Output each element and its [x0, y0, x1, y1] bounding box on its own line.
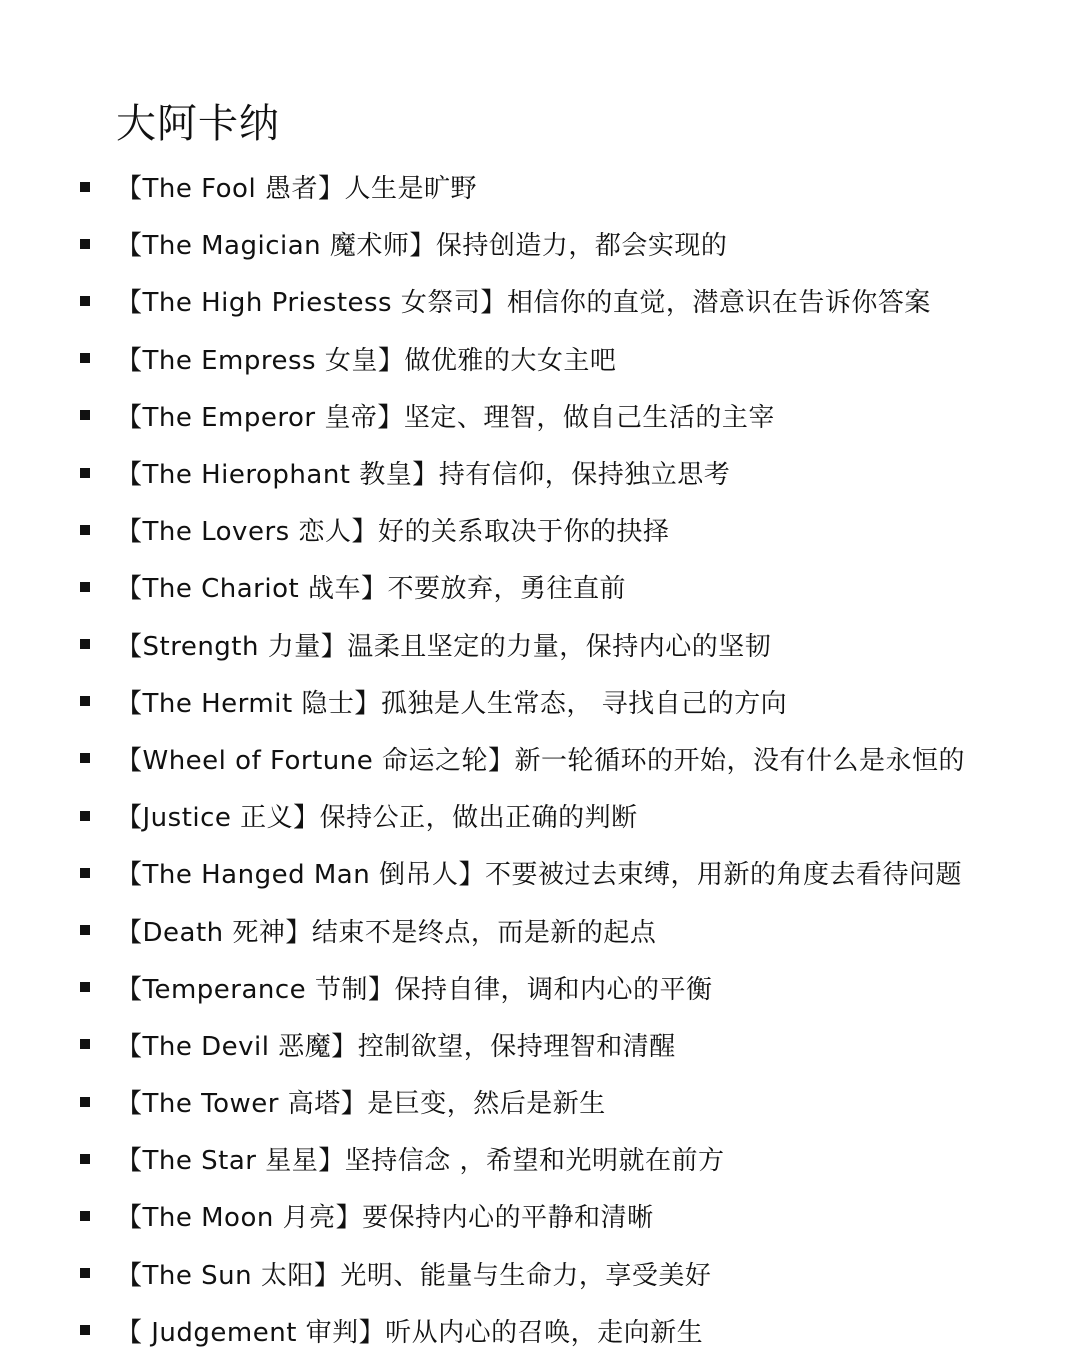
list-item: [80, 1130, 1070, 1187]
list-item: [80, 558, 1070, 615]
list-item: [80, 1016, 1070, 1073]
square-bullet-icon: [80, 868, 90, 878]
list-item: [80, 787, 1070, 844]
square-bullet-icon: [80, 1268, 90, 1278]
square-bullet-icon: [80, 1211, 90, 1221]
card-description: 【The Tower 高塔】是巨变，然后是新生: [116, 1089, 606, 1120]
square-bullet-icon: [80, 353, 90, 363]
card-description: 【The Devil 恶魔】控制欲望，保持理智和清醒: [116, 1031, 676, 1062]
tarot-card-list: [80, 158, 1070, 1359]
card-description: 【Death 死神】结束不是终点，而是新的起点: [116, 917, 657, 948]
card-description: 【The Hermit 隐士】孤独是人生常态， 寻找自己的方向: [116, 688, 788, 719]
square-bullet-icon: [80, 1325, 90, 1335]
square-bullet-icon: [80, 1154, 90, 1164]
list-item: [80, 501, 1070, 558]
square-bullet-icon: [80, 239, 90, 249]
card-description: 【The Fool 愚者】人生是旷野: [116, 174, 477, 205]
list-item: [80, 272, 1070, 329]
list-item: [80, 730, 1070, 787]
page-title: 大阿卡纳: [116, 101, 280, 147]
card-description: 【Wheel of Fortune 命运之轮】新一轮循环的开始，没有什么是永恒的: [116, 745, 966, 776]
card-description: 【The Star 星星】坚持信念 ，希望和光明就在前方: [116, 1146, 725, 1177]
list-item: [80, 959, 1070, 1016]
list-item: [80, 158, 1070, 215]
card-description: 【 Judgement 审判】听从内心的召唤，走向新生: [116, 1317, 704, 1348]
list-item: [80, 387, 1070, 444]
card-description: 【The Empress 女皇】做优雅的大女主吧: [116, 345, 617, 376]
list-item: [80, 1187, 1070, 1244]
square-bullet-icon: [80, 468, 90, 478]
list-item: [80, 1245, 1070, 1302]
list-item: [80, 330, 1070, 387]
card-description: 【The Chariot 战车】不要放弃，勇往直前: [116, 574, 626, 605]
square-bullet-icon: [80, 582, 90, 592]
card-description: 【Temperance 节制】保持自律，调和内心的平衡: [116, 974, 713, 1005]
square-bullet-icon: [80, 811, 90, 821]
card-description: 【Strength 力量】温柔且坚定的力量，保持内心的坚韧: [116, 631, 772, 662]
list-item: [80, 844, 1070, 901]
card-description: 【Justice 正义】保持公正，做出正确的判断: [116, 803, 638, 834]
list-item: [80, 673, 1070, 730]
card-description: 【The Magician 魔术师】保持创造力，都会实现的: [116, 231, 728, 262]
card-description: 【The Hierophant 教皇】持有信仰，保持独立思考: [116, 460, 731, 491]
list-item: [80, 1302, 1070, 1359]
square-bullet-icon: [80, 696, 90, 706]
square-bullet-icon: [80, 1097, 90, 1107]
list-item: [80, 901, 1070, 958]
square-bullet-icon: [80, 982, 90, 992]
card-description: 【The Sun 太阳】光明、能量与生命力，享受美好: [116, 1260, 712, 1291]
card-description: 【The Lovers 恋人】好的关系取决于你的抉择: [116, 517, 670, 548]
list-item: [80, 215, 1070, 272]
square-bullet-icon: [80, 753, 90, 763]
square-bullet-icon: [80, 410, 90, 420]
square-bullet-icon: [80, 525, 90, 535]
square-bullet-icon: [80, 182, 90, 192]
list-item: [80, 1073, 1070, 1130]
card-description: 【The Hanged Man 倒吊人】不要被过去束缚，用新的角度去看待问题: [116, 860, 962, 891]
square-bullet-icon: [80, 296, 90, 306]
square-bullet-icon: [80, 1039, 90, 1049]
square-bullet-icon: [80, 925, 90, 935]
list-item: [80, 616, 1070, 673]
list-item: [80, 444, 1070, 501]
card-description: 【The Moon 月亮】要保持内心的平静和清晰: [116, 1203, 654, 1234]
card-description: 【The High Priestess 女祭司】相信你的直觉，潜意识在告诉你答案: [116, 288, 931, 319]
card-description: 【The Emperor 皇帝】坚定、理智，做自己生活的主宰: [116, 402, 775, 433]
square-bullet-icon: [80, 639, 90, 649]
